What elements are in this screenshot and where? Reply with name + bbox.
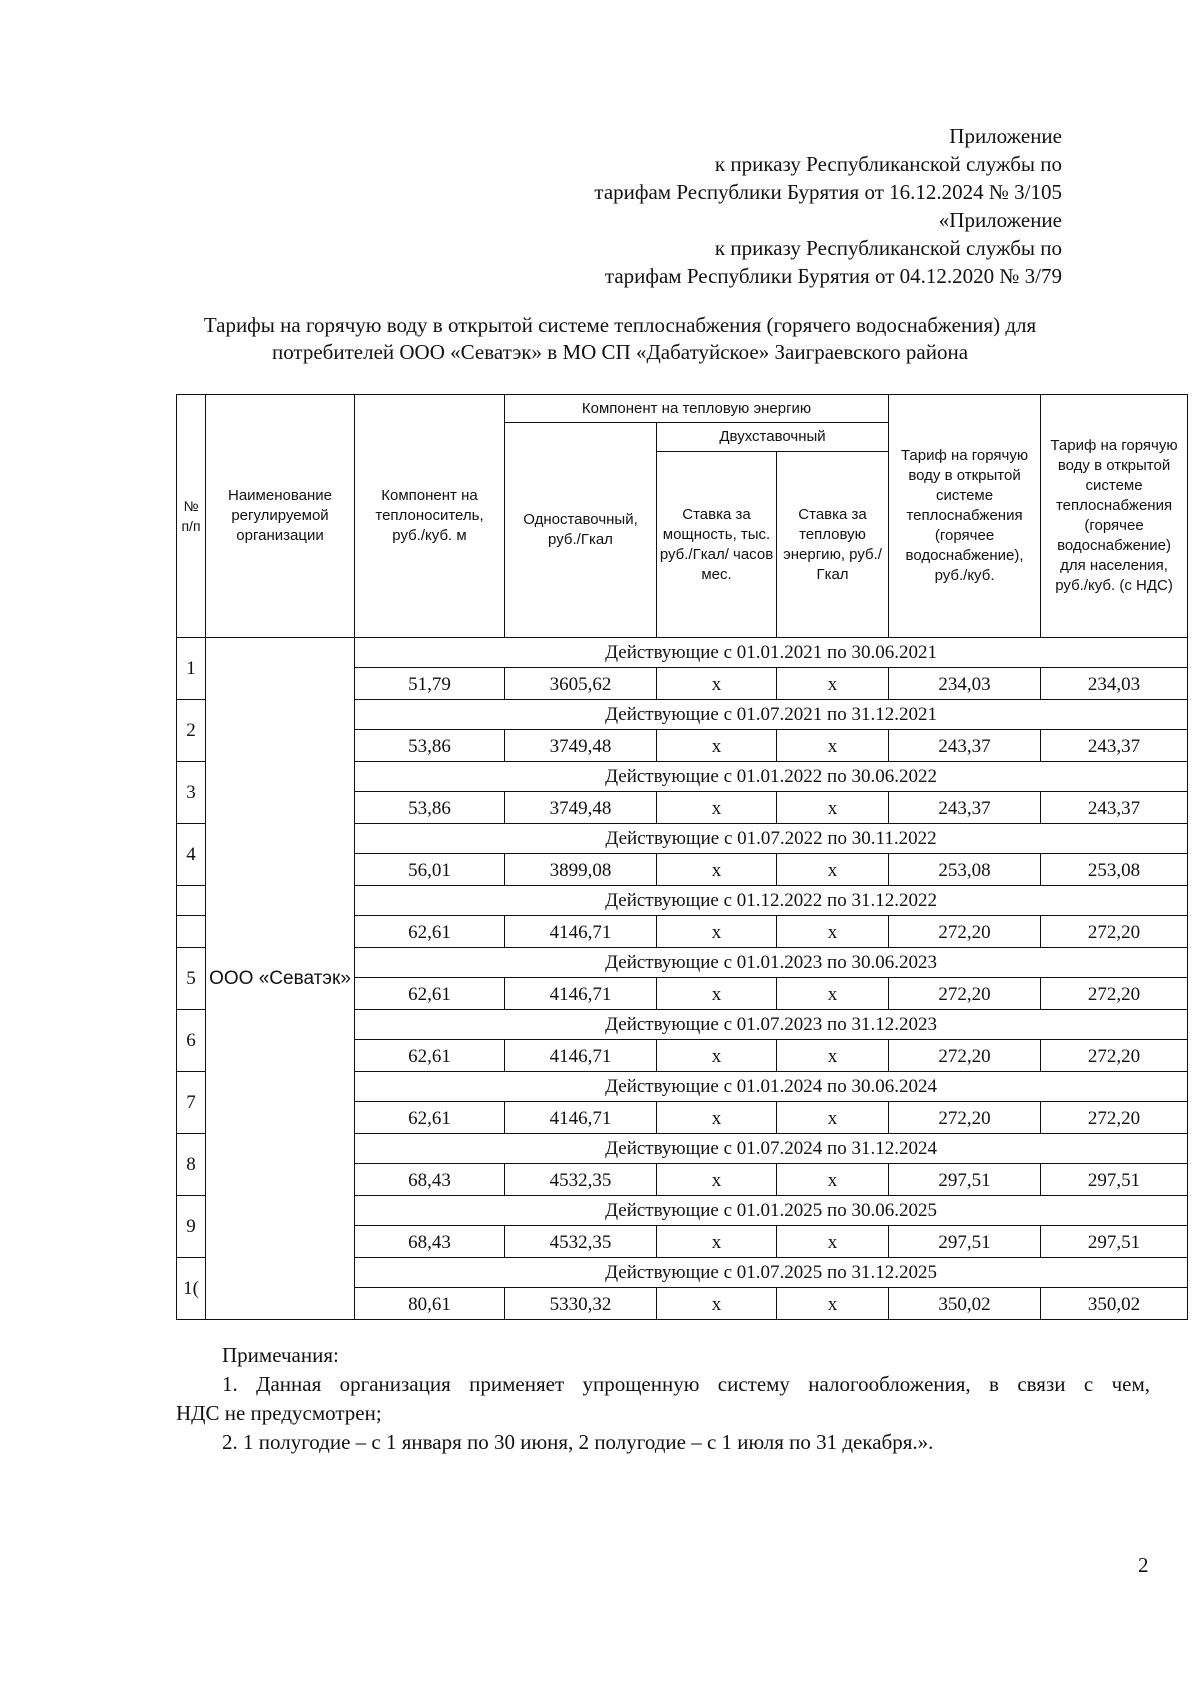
carrier-value: 80,61 xyxy=(355,1288,505,1320)
tariff-population-value: 297,51 xyxy=(1041,1226,1188,1258)
tariff-value: 272,20 xyxy=(889,1040,1041,1072)
tariff-table xyxy=(176,394,1188,1320)
capacity-value: х xyxy=(657,854,777,886)
period-label: Действующие с 01.07.2023 по 31.12.2023 xyxy=(355,1010,1188,1040)
row-number-empty xyxy=(177,916,206,948)
single-rate-value: 5330,32 xyxy=(505,1288,657,1320)
capacity-value: х xyxy=(657,730,777,762)
capacity-value: х xyxy=(657,1040,777,1072)
single-rate-value: 4146,71 xyxy=(505,916,657,948)
tariff-value: 253,08 xyxy=(889,854,1041,886)
tariff-value: 234,03 xyxy=(889,668,1041,700)
row-number: 4 xyxy=(177,824,206,886)
document-title xyxy=(160,312,1080,366)
tariff-population-value: 272,20 xyxy=(1041,978,1188,1010)
col-header-org: Наименование регулируемой организации xyxy=(206,395,355,638)
capacity-value: х xyxy=(657,1102,777,1134)
period-label: Действующие с 01.07.2024 по 31.12.2024 xyxy=(355,1134,1188,1164)
energy-rate-value: х xyxy=(777,730,889,762)
tariff-value: 350,02 xyxy=(889,1288,1041,1320)
tariff-population-value: 272,20 xyxy=(1041,1102,1188,1134)
single-rate-value: 3749,48 xyxy=(505,792,657,824)
carrier-value: 51,79 xyxy=(355,668,505,700)
period-label: Действующие с 01.01.2022 по 30.06.2022 xyxy=(355,762,1188,792)
single-rate-value: 3605,62 xyxy=(505,668,657,700)
carrier-value: 62,61 xyxy=(355,916,505,948)
carrier-value: 62,61 xyxy=(355,1040,505,1072)
tariff-value: 272,20 xyxy=(889,978,1041,1010)
capacity-value: х xyxy=(657,1288,777,1320)
col-header-two-part: Двухставочный xyxy=(657,423,889,452)
period-label: Действующие с 01.01.2025 по 30.06.2025 xyxy=(355,1196,1188,1226)
carrier-value: 62,61 xyxy=(355,1102,505,1134)
carrier-value: 53,86 xyxy=(355,792,505,824)
capacity-value: х xyxy=(657,1226,777,1258)
title-line-1: Тарифы на горячую воду в открытой системе теплоснабжения (горячего водоснабжения) для xyxy=(203,313,1037,337)
tariff-population-value: 297,51 xyxy=(1041,1164,1188,1196)
capacity-value: х xyxy=(657,668,777,700)
energy-rate-value: х xyxy=(777,854,889,886)
col-header-single-rate: Одноставочный, руб./Гкал xyxy=(505,423,657,638)
col-header-energy-rate: Ставка за тепловую энергию, руб./Гкал xyxy=(777,452,889,638)
row-number: 1 xyxy=(177,638,206,700)
capacity-value: х xyxy=(657,978,777,1010)
period-label: Действующие с 01.01.2023 по 30.06.2023 xyxy=(355,948,1188,978)
tariff-population-value: 243,37 xyxy=(1041,730,1188,762)
col-header-energy-group: Компонент на тепловую энергию xyxy=(505,395,889,423)
energy-rate-value: х xyxy=(777,1040,889,1072)
capacity-value: х xyxy=(657,792,777,824)
row-number xyxy=(177,886,206,916)
row-number: 8 xyxy=(177,1134,206,1196)
single-rate-value: 3749,48 xyxy=(505,730,657,762)
period-label: Действующие с 01.07.2021 по 31.12.2021 xyxy=(355,700,1188,730)
energy-rate-value: х xyxy=(777,916,889,948)
header-line: к приказу Республиканской службы по xyxy=(714,236,1062,260)
row-number: 3 xyxy=(177,762,206,824)
energy-rate-value: х xyxy=(777,668,889,700)
single-rate-value: 4146,71 xyxy=(505,1102,657,1134)
energy-rate-value: х xyxy=(777,792,889,824)
header-line: к приказу Республиканской службы по xyxy=(714,152,1062,176)
tariff-value: 243,37 xyxy=(889,730,1041,762)
header-line: тарифам Республики Бурятия от 16.12.2024 № 3/105 xyxy=(594,180,1062,204)
period-label: Действующие с 01.01.2021 по 30.06.2021 xyxy=(355,638,1188,668)
energy-rate-value: х xyxy=(777,1288,889,1320)
notes-heading: Примечания: xyxy=(222,1343,339,1367)
energy-rate-value: х xyxy=(777,978,889,1010)
col-header-capacity: Ставка за мощность, тыс. руб./Гкал/ часов мес. xyxy=(657,452,777,638)
note-item-2: 2. 1 полугодие – с 1 января по 30 июня, 2 полугодие – с 1 июля по 31 декабря.». xyxy=(222,1430,934,1454)
carrier-value: 62,61 xyxy=(355,978,505,1010)
tariff-population-value: 234,03 xyxy=(1041,668,1188,700)
tariff-population-value: 272,20 xyxy=(1041,1040,1188,1072)
energy-rate-value: х xyxy=(777,1102,889,1134)
single-rate-value: 4146,71 xyxy=(505,1040,657,1072)
col-header-carrier: Компонент на теплоноситель, руб./куб. м xyxy=(355,395,505,638)
tariff-value: 272,20 xyxy=(889,1102,1041,1134)
note-item-1-continued: НДС не предусмотрен; xyxy=(176,1401,382,1425)
notes-section xyxy=(176,1341,1150,1457)
row-number: 5 xyxy=(177,948,206,1010)
col-header-num: № п/п xyxy=(177,395,206,638)
single-rate-value: 4532,35 xyxy=(505,1164,657,1196)
tariff-population-value: 350,02 xyxy=(1041,1288,1188,1320)
capacity-value: х xyxy=(657,1164,777,1196)
page-number: 2 xyxy=(1138,1553,1149,1577)
col-header-tariff-population: Тариф на горячую воду в открытой системе теплоснабжения (горячее водоснабжение) для населения, руб./куб. (с НДС) xyxy=(1041,395,1188,638)
tariff-population-value: 243,37 xyxy=(1041,792,1188,824)
tariff-population-value: 272,20 xyxy=(1041,916,1188,948)
row-number: 1( xyxy=(177,1258,206,1320)
period-label: Действующие с 01.12.2022 по 31.12.2022 xyxy=(355,886,1188,916)
carrier-value: 53,86 xyxy=(355,730,505,762)
period-label: Действующие с 01.07.2025 по 31.12.2025 xyxy=(355,1258,1188,1288)
title-line-2: потребителей ООО «Севатэк» в МО СП «Дабатуйское» Заиграевского района xyxy=(271,340,969,364)
carrier-value: 68,43 xyxy=(355,1226,505,1258)
tariff-value: 243,37 xyxy=(889,792,1041,824)
header-line: «Приложение xyxy=(938,208,1062,232)
tariff-population-value: 253,08 xyxy=(1041,854,1188,886)
row-number: 2 xyxy=(177,700,206,762)
organization-name: ООО «Севатэк» xyxy=(206,638,355,1320)
carrier-value: 56,01 xyxy=(355,854,505,886)
tariff-value: 297,51 xyxy=(889,1226,1041,1258)
single-rate-value: 4146,71 xyxy=(505,978,657,1010)
single-rate-value: 3899,08 xyxy=(505,854,657,886)
tariff-value: 272,20 xyxy=(889,916,1041,948)
period-label: Действующие с 01.01.2024 по 30.06.2024 xyxy=(355,1072,1188,1102)
capacity-value: х xyxy=(657,916,777,948)
header-line: Приложение xyxy=(949,124,1062,148)
energy-rate-value: х xyxy=(777,1164,889,1196)
tariff-value: 297,51 xyxy=(889,1164,1041,1196)
row-number: 9 xyxy=(177,1196,206,1258)
row-number: 6 xyxy=(177,1010,206,1072)
col-header-tariff: Тариф на горячую воду в открытой системе теплоснабжения (горячее водоснабжение), руб./куб. xyxy=(889,395,1041,638)
carrier-value: 68,43 xyxy=(355,1164,505,1196)
row-number: 7 xyxy=(177,1072,206,1134)
header-line: тарифам Республики Бурятия от 04.12.2020 № 3/79 xyxy=(604,264,1062,288)
period-label: Действующие с 01.07.2022 по 30.11.2022 xyxy=(355,824,1188,854)
single-rate-value: 4532,35 xyxy=(505,1226,657,1258)
note-item-1: 1. Данная организация применяет упрощенную систему налогообложения, в связи с чем, xyxy=(222,1372,1150,1396)
appendix-header xyxy=(462,122,1062,290)
energy-rate-value: х xyxy=(777,1226,889,1258)
